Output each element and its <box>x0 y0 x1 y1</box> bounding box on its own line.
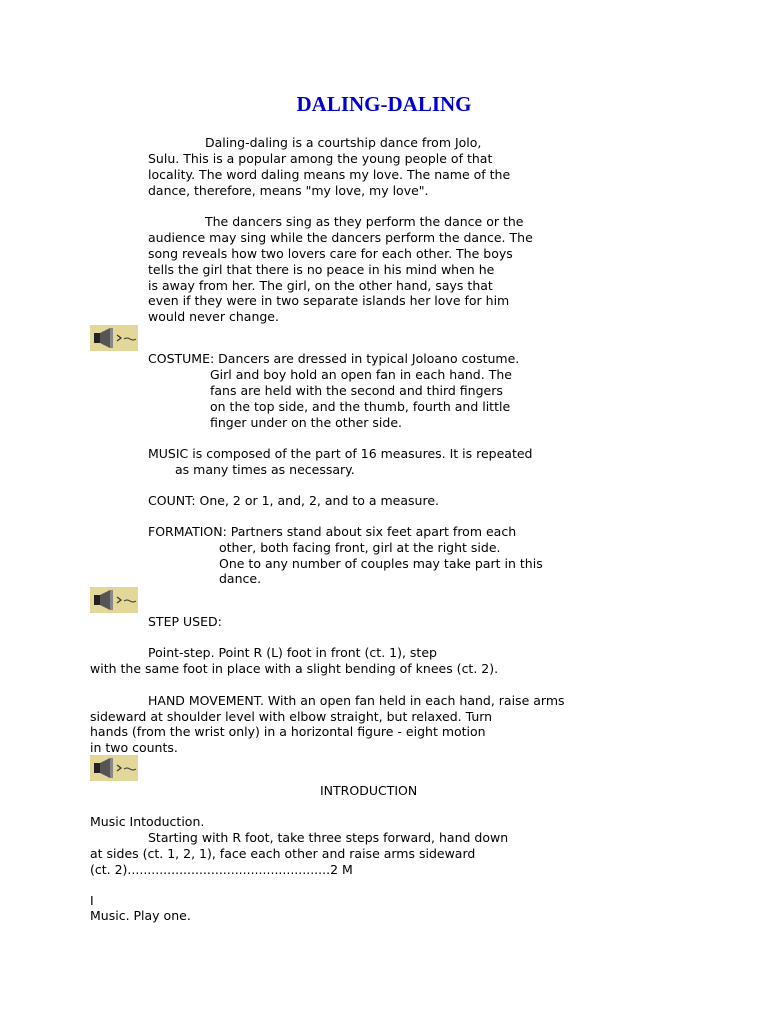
p1-line: Daling-daling is a courtship dance from Jolo, <box>205 135 482 150</box>
p2-line: even if they were in two separate islands her love for him <box>148 293 510 308</box>
part-one-line: I <box>90 893 94 908</box>
music-line: as many times as necessary. <box>175 462 355 477</box>
p1-line: Sulu. This is a popular among the young people of that <box>148 151 493 166</box>
intro-line: Music Intoduction. <box>90 814 205 829</box>
p1-line: locality. The word daling means my love. The name of the <box>148 167 511 182</box>
hand-movement-line: hands (from the wrist only) in a horizontal figure - eight motion <box>90 724 486 739</box>
formation-line: dance. <box>219 571 262 586</box>
p1-line: dance, therefore, means "my love, my love". <box>148 183 429 198</box>
costume-line: finger under on the other side. <box>210 415 403 430</box>
step-used-heading: STEP USED: <box>148 614 222 629</box>
costume-line: Girl and boy hold an open fan in each hand. The <box>210 367 512 382</box>
intro-line: at sides (ct. 1, 2, 1), face each other and raise arms sideward <box>90 846 476 861</box>
p2-line: would never change. <box>148 309 279 324</box>
part-one-line: Music. Play one. <box>90 908 191 923</box>
p2-line: is away from her. The girl, on the other hand, says that <box>148 278 493 293</box>
hand-movement-line: HAND MOVEMENT. With an open fan held in each hand, raise arms <box>148 693 565 708</box>
introduction-heading: INTRODUCTION <box>320 783 418 798</box>
speaker-icon[interactable] <box>90 587 138 613</box>
costume-line: COSTUME: Dancers are dressed in typical Joloano costume. <box>148 351 520 366</box>
speaker-icon[interactable] <box>90 755 138 781</box>
count-line: COUNT: One, 2 or 1, and, 2, and to a measure. <box>148 493 439 508</box>
hand-movement-line: sideward at shoulder level with elbow straight, but relaxed. Turn <box>90 709 493 724</box>
costume-line: on the top side, and the thumb, fourth and little <box>210 399 511 414</box>
p2-line: song reveals how two lovers care for each other. The boys <box>148 246 513 261</box>
music-line: MUSIC is composed of the part of 16 measures. It is repeated <box>148 446 533 461</box>
formation-line: other, both facing front, girl at the right side. <box>219 540 501 555</box>
intro-line: (ct. 2)...................................................2 M <box>90 862 353 877</box>
point-step-line: with the same foot in place with a slight bending of knees (ct. 2). <box>90 661 499 676</box>
hand-movement-line: in two counts. <box>90 740 178 755</box>
p2-line: audience may sing while the dancers perform the dance. The <box>148 230 533 245</box>
page-title: DALING-DALING <box>296 92 472 116</box>
costume-line: fans are held with the second and third fingers <box>210 383 503 398</box>
formation-line: One to any number of couples may take part in this <box>219 556 543 571</box>
formation-line: FORMATION: Partners stand about six feet apart from each <box>148 524 517 539</box>
speaker-icon[interactable] <box>90 325 138 351</box>
p2-line: The dancers sing as they perform the dance or the <box>205 214 524 229</box>
intro-line: Starting with R foot, take three steps forward, hand down <box>148 830 509 845</box>
p2-line: tells the girl that there is no peace in his mind when he <box>148 262 495 277</box>
point-step-line: Point-step. Point R (L) foot in front (ct. 1), step <box>148 645 437 660</box>
